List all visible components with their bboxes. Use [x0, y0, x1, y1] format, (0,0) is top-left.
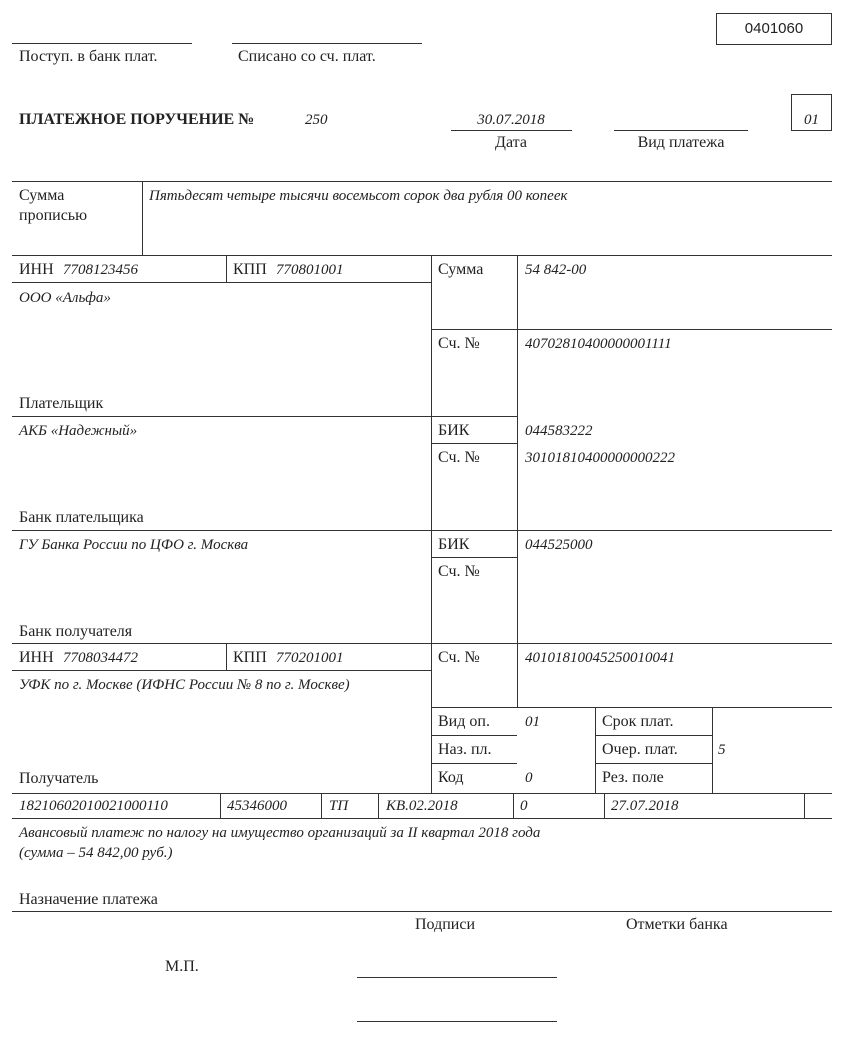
line-op-top: [431, 707, 832, 708]
status-code: 01: [804, 112, 819, 128]
tax-basis: ТП: [329, 798, 349, 814]
payee-inn-label: ИНН: [19, 649, 54, 666]
line-tax-top: [12, 793, 832, 794]
line-amount-words-divider: [142, 181, 143, 255]
line-payee-inn-kpp: [226, 643, 227, 670]
tax-doc-date: 27.07.2018: [611, 798, 679, 814]
line-tax-c2: [321, 793, 322, 818]
line-col-mid: [517, 255, 518, 707]
signature-line-2: [357, 1021, 557, 1022]
date-line: [451, 130, 572, 131]
line-amount-bottom: [431, 329, 832, 330]
priority-label: Очер. плат.: [602, 741, 678, 758]
payer-name: ООО «Альфа»: [19, 290, 111, 306]
op-type: 01: [525, 714, 540, 730]
payee-name: УФК по г. Москве (ИФНС России № 8 по г. Москве): [19, 677, 350, 693]
payee-bank-bik: 044525000: [525, 537, 593, 553]
line-payee-bank-bottom: [12, 643, 832, 644]
line-payee-inn-bottom: [12, 670, 431, 671]
payer-inn: 7708123456: [63, 262, 138, 278]
term-label: Срок плат.: [602, 713, 674, 730]
line-op-row2: [431, 763, 517, 764]
line-payer-bottom: [12, 416, 517, 417]
payer-inn-label: ИНН: [19, 261, 54, 278]
line-tax-c6: [804, 793, 805, 818]
line-payer-bank-bottom: [12, 530, 832, 531]
line-payer-inn-kpp: [226, 255, 227, 282]
line-op-row1: [431, 735, 517, 736]
form-code: 0401060: [744, 20, 804, 37]
line-col-left: [431, 255, 432, 793]
amount-label: Сумма: [438, 261, 484, 278]
signature-line-1: [357, 977, 557, 978]
amount-words-value: Пятьдесят четыре тысячи восемьсот сорок два рубля 00 копеек: [149, 188, 568, 204]
received-label: Поступ. в банк плат.: [19, 48, 158, 65]
line-tax-c3: [378, 793, 379, 818]
tax-doc-number: 0: [520, 798, 528, 814]
payee-account: 40101810045250010041: [525, 650, 675, 666]
date-label: Дата: [495, 134, 527, 151]
purpose-line-1: Авансовый платеж по налогу на имущество организаций за II квартал 2018 года: [19, 825, 541, 841]
stamp-label: М.П.: [165, 958, 199, 975]
payee-bank-name: ГУ Банка России по ЦФО г. Москва: [19, 537, 249, 553]
purpose-caption: Назначение платежа: [19, 891, 158, 908]
line-tax-bottom: [12, 818, 832, 819]
tax-kbk: 18210602010021000110: [19, 798, 168, 814]
payer-kpp-label: КПП: [233, 261, 267, 278]
line-op-col2: [595, 707, 596, 793]
written-off-label: Списано со сч. плат.: [238, 48, 376, 65]
bank-marks-label: Отметки банка: [626, 916, 728, 933]
payer-caption: Плательщик: [19, 395, 104, 412]
amount-value: 54 842-00: [525, 262, 587, 278]
written-off-line: [232, 43, 422, 44]
op-type-label: Вид оп.: [438, 713, 490, 730]
document-date: 30.07.2018: [477, 112, 545, 128]
line-payer-bik-bottom: [431, 443, 517, 444]
document-title: ПЛАТЕЖНОЕ ПОРУЧЕНИЕ №: [19, 111, 255, 128]
payer-bank-bik-label: БИК: [438, 422, 470, 439]
received-line: [12, 43, 192, 44]
payer-kpp: 770801001: [276, 262, 344, 278]
payee-account-label: Сч. №: [438, 649, 480, 666]
payee-inn: 7708034472: [63, 650, 138, 666]
line-op-row2b: [595, 763, 712, 764]
payment-type-label: Вид платежа: [637, 134, 725, 151]
priority-value: 5: [718, 742, 726, 758]
line-payee-bik-bottom: [431, 557, 517, 558]
payer-bank-bik: 044583222: [525, 423, 593, 439]
line-op-col3: [712, 707, 713, 793]
code-label: Код: [438, 769, 464, 786]
purpose-line-2: (сумма – 54 842,00 руб.): [19, 845, 173, 861]
payee-bank-bik-label: БИК: [438, 536, 470, 553]
tax-period: КВ.02.2018: [386, 798, 458, 814]
line-main-top: [12, 255, 832, 256]
line-tax-c1: [220, 793, 221, 818]
payer-account: 40702810400000001111: [525, 336, 672, 352]
line-tax-c4: [513, 793, 514, 818]
line-payer-inn-bottom: [12, 282, 431, 283]
line-tax-c5: [604, 793, 605, 818]
payee-bank-account-label: Сч. №: [438, 563, 480, 580]
payer-bank-caption: Банк плательщика: [19, 509, 144, 526]
reserve-label: Рез. поле: [602, 769, 664, 786]
payer-bank-account-label: Сч. №: [438, 449, 480, 466]
line-purpose-bottom: [12, 911, 832, 912]
document-number: 250: [305, 112, 328, 128]
payee-bank-caption: Банк получателя: [19, 623, 133, 640]
line-op-row1b: [595, 735, 712, 736]
signatures-label: Подписи: [415, 916, 476, 933]
payer-account-label: Сч. №: [438, 335, 480, 352]
payee-kpp: 770201001: [276, 650, 344, 666]
payment-type-line: [614, 130, 748, 131]
purpose-code-label: Наз. пл.: [438, 741, 492, 758]
line-amount-words-top: [12, 181, 832, 182]
amount-words-label-2: прописью: [19, 207, 88, 224]
payee-kpp-label: КПП: [233, 649, 267, 666]
payee-caption: Получатель: [19, 770, 99, 787]
payer-bank-name: АКБ «Надежный»: [19, 423, 138, 439]
code-value: 0: [525, 770, 533, 786]
amount-words-label-1: Сумма: [19, 187, 65, 204]
payer-bank-account: 30101810400000000222: [525, 450, 675, 466]
tax-oktmo: 45346000: [227, 798, 287, 814]
